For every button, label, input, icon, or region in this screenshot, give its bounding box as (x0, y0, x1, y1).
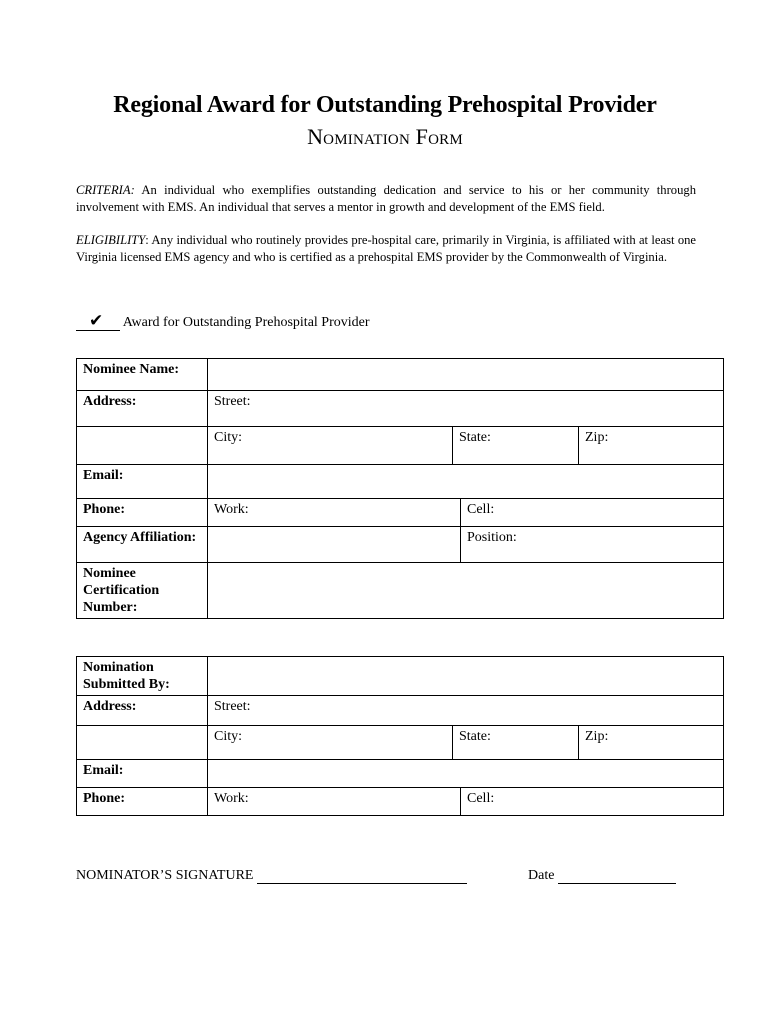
position-label: Position: (467, 530, 517, 545)
criteria-text: An individual who exemplifies outstanding dedication and service to his or her community through involvement with EMS. An individual that serves a mentor in growth and development of the EMS field. (76, 183, 696, 214)
nominee-cell-phone-field[interactable] (461, 499, 724, 527)
work-label: Work: (214, 791, 249, 806)
nominee-email-field[interactable] (208, 465, 724, 499)
nominee-street-field[interactable] (208, 391, 724, 427)
certification-number-field[interactable] (208, 563, 724, 619)
award-option-label: Award for Outstanding Prehospital Provider (122, 315, 370, 330)
nominator-cell-phone-field[interactable] (461, 788, 724, 816)
agency-affiliation-label: Agency Affiliation: (77, 527, 208, 563)
zip-label: Zip: (585, 430, 609, 445)
signature-label: NOMINATOR’S SIGNATURE (76, 868, 254, 883)
nominator-email-label: Email: (77, 760, 208, 788)
nominee-name-label: Nominee Name: (77, 359, 208, 391)
eligibility-label: ELIGIBILITY (76, 233, 146, 247)
state-label: State: (459, 729, 491, 744)
nominator-street-field[interactable] (208, 696, 724, 726)
zip-label: Zip: (585, 729, 609, 744)
street-label: Street: (214, 394, 251, 409)
nominee-address-blank (77, 427, 208, 465)
eligibility-paragraph (76, 232, 696, 265)
criteria-label: CRITERIA: (76, 183, 135, 197)
nominee-email-label: Email: (77, 465, 208, 499)
nominee-address-label: Address: (77, 391, 208, 427)
submitted-by-label: Nomination Submitted By: (77, 657, 208, 696)
nominee-state-field[interactable] (453, 427, 579, 465)
form-subtitle: Nomination Form (307, 124, 463, 149)
nominator-zip-field[interactable] (579, 726, 724, 760)
nominator-phone-label: Phone: (77, 788, 208, 816)
city-label: City: (214, 430, 243, 445)
eligibility-text: : Any individual who routinely provides pre-hospital care, primarily in Virginia, is affiliated with at least one Virginia licensed EMS agency and who is certified as a prehospital EMS provider by the Commonwealth of Virginia. (76, 233, 696, 264)
award-checkbox[interactable] (76, 311, 120, 331)
nominee-name-field[interactable] (208, 359, 724, 391)
certification-number-label: Nominee Certification Number: (77, 563, 208, 619)
signature-field[interactable] (257, 869, 467, 884)
nominee-city-field[interactable] (208, 427, 453, 465)
work-label: Work: (214, 502, 249, 517)
city-label: City: (214, 729, 243, 744)
cell-label: Cell: (467, 502, 495, 517)
date-line (528, 868, 676, 884)
nominator-address-label: Address: (77, 696, 208, 726)
nominee-work-phone-field[interactable] (208, 499, 461, 527)
nominator-email-field[interactable] (208, 760, 724, 788)
award-option (76, 311, 370, 331)
nominator-city-field[interactable] (208, 726, 453, 760)
nominator-address-blank (77, 726, 208, 760)
checkmark-icon: ✔ (89, 311, 104, 331)
criteria-paragraph (76, 182, 696, 215)
form-title: Regional Award for Outstanding Prehospital Provider (113, 92, 657, 118)
nominee-zip-field[interactable] (579, 427, 724, 465)
position-field[interactable] (461, 527, 724, 563)
nominee-table (76, 358, 724, 619)
nominator-state-field[interactable] (453, 726, 579, 760)
nominator-table (76, 656, 724, 816)
agency-affiliation-field[interactable] (208, 527, 461, 563)
signature-line (76, 868, 467, 884)
nominee-phone-label: Phone: (77, 499, 208, 527)
nominator-work-phone-field[interactable] (208, 788, 461, 816)
submitted-by-field[interactable] (208, 657, 724, 696)
date-field[interactable] (558, 869, 676, 884)
date-label: Date (528, 868, 555, 883)
cell-label: Cell: (467, 791, 495, 806)
street-label: Street: (214, 699, 251, 714)
state-label: State: (459, 430, 491, 445)
